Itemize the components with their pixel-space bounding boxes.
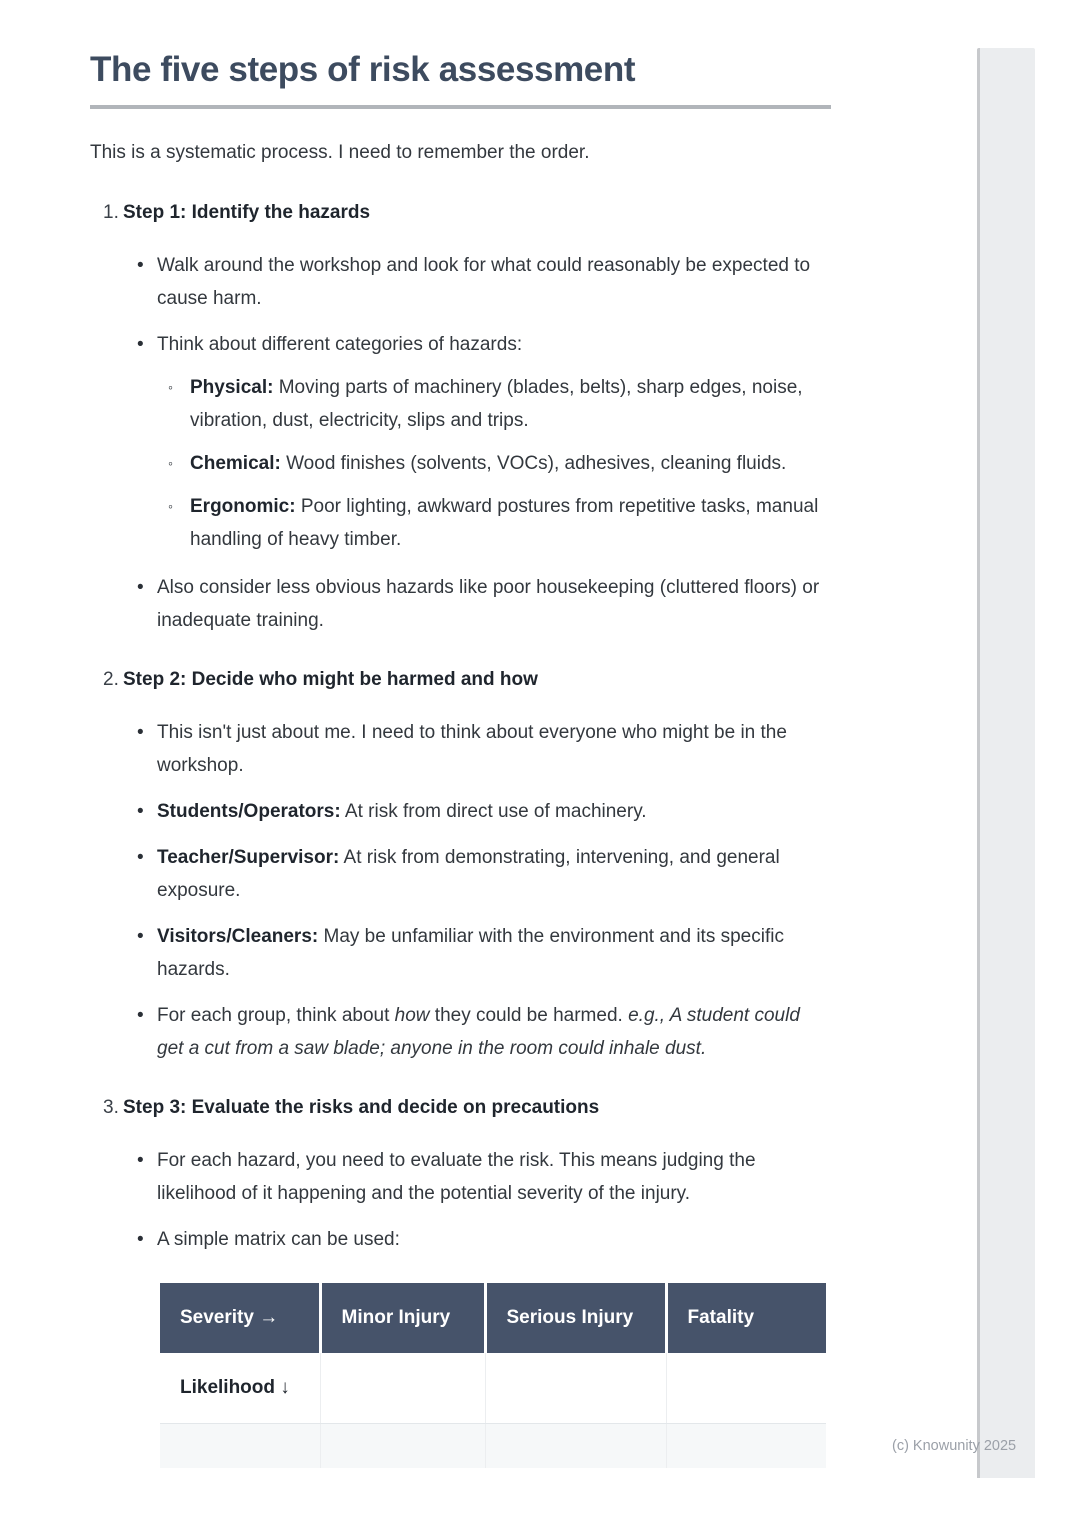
list-item-text [157,1144,831,1210]
bullet-icon: • [137,801,144,822]
bullet-icon: • [137,1005,144,1026]
empty-cell [320,1353,485,1423]
bullet-list [123,249,831,637]
bullet-list [123,1144,831,1256]
text-run: Wood finishes (solvents, VOCs), adhesives, cleaning fluids. [280,453,787,474]
step-number: 2. [103,669,119,690]
bullet-icon: • [137,1150,144,1171]
step-item [90,197,831,637]
list-item-text [157,841,831,907]
step-number: 3. [103,1097,119,1118]
list-item-text [157,999,831,1065]
list-item-text [190,371,831,437]
step-title: Step 2: Decide who might be harmed and how [123,669,538,690]
matrix-header-fatality: Fatality [666,1283,826,1353]
list-item-text [157,571,831,637]
empty-cell [320,1423,485,1468]
steps-list [90,197,831,1256]
empty-cell [160,1423,320,1468]
text-run: A simple matrix can be used: [157,1229,400,1250]
sub-bullet-list [168,371,831,556]
text-run: Physical: [190,377,274,398]
scrollbar-thumb[interactable] [977,48,1035,1478]
list-item [137,795,831,828]
text-run: Walk around the workshop and look for what could reasonably be expected to cause harm. [157,255,811,309]
bullet-icon: • [137,1229,144,1250]
step-title: Step 3: Evaluate the risks and decide on precautions [123,1097,600,1118]
document-page [90,50,831,1468]
list-item [168,490,831,556]
circle-bullet-icon: ◦ [168,498,173,514]
list-item [137,249,831,315]
text-run: This isn't just about me. I need to think about everyone who might be in the workshop. [157,722,787,776]
step-title: Step 1: Identify the hazards [123,202,371,223]
step-body [123,197,831,637]
list-item [137,716,831,782]
list-item-text [190,447,831,480]
text-run: For each hazard, you need to evaluate the risk. This means judging the likelihood of it happening and the potential severity of the injury. [157,1150,756,1204]
intro-text: This is a systematic process. I need to remember the order. [90,142,590,163]
text-run: Teacher/Supervisor: [157,847,340,868]
text-run: e.g., A student could get a cut from a saw blade; anyone in the room could inhale dust. [157,1005,800,1059]
title-divider [90,105,831,109]
list-item [137,1144,831,1210]
text-run: they could be harmed. [429,1005,629,1026]
text-run: Also consider less obvious hazards like poor housekeeping (cluttered floors) or inadequate training. [157,577,820,631]
text-run: At risk from demonstrating, intervening, and general exposure. [157,847,780,901]
step-number: 1. [103,202,119,223]
bullet-icon: • [137,577,144,598]
watermark: (c) Knowunity 2025 [892,1438,1017,1454]
text-run: Think about different categories of hazards: [157,334,523,355]
list-item [137,920,831,986]
empty-cell [485,1353,666,1423]
list-item [168,447,831,480]
risk-matrix-table [160,1283,826,1468]
text-run: Students/Operators: [157,801,341,822]
text-run: Poor lighting, awkward postures from repetitive tasks, manual handling of heavy timber. [190,496,819,550]
step-body [123,664,831,1065]
page-title: The five steps of risk assessment [90,50,636,89]
step-body [123,1092,831,1256]
list-item-text [157,920,831,986]
empty-cell [485,1423,666,1468]
list-item [137,328,831,558]
list-item-text [190,490,831,556]
list-item-text [157,249,831,315]
matrix-header-severity: Severity → [160,1283,320,1353]
bullet-icon: • [137,255,144,276]
text-run: Ergonomic: [190,496,296,517]
text-run: Moving parts of machinery (blades, belts), sharp edges, noise, vibration, dust, electricity, slips and trips. [190,377,803,431]
table-row [160,1353,826,1423]
circle-bullet-icon: ◦ [168,379,173,395]
list-item [137,999,831,1065]
bullet-icon: • [137,926,144,947]
step-item [90,1092,831,1256]
table-row [160,1423,826,1468]
list-item [168,371,831,437]
matrix-header-minor-injury: Minor Injury [320,1283,485,1353]
text-run: Chemical: [190,453,281,474]
bullet-list [123,716,831,1065]
step-item [90,664,831,1065]
list-item-text [157,1223,831,1256]
text-run: May be unfamiliar with the environment and its specific hazards. [157,926,784,980]
text-run: At risk from direct use of machinery. [340,801,647,822]
list-item [137,841,831,907]
bullet-icon: • [137,847,144,868]
text-run: how [394,1005,430,1026]
text-run: Visitors/Cleaners: [157,926,319,947]
circle-bullet-icon: ◦ [168,455,173,471]
list-item-text [157,716,831,782]
text-run: For each group, think about [157,1005,395,1026]
list-item [137,571,831,637]
matrix-header-row [160,1283,826,1353]
bullet-icon: • [137,722,144,743]
list-item-text [157,795,831,828]
bullet-icon: • [137,334,144,355]
list-item-text [157,328,831,558]
empty-cell [666,1423,826,1468]
empty-cell [666,1353,826,1423]
list-item [137,1223,831,1256]
matrix-header-serious-injury: Serious Injury [485,1283,666,1353]
matrix-likelihood-cell: Likelihood ↓ [160,1353,320,1423]
